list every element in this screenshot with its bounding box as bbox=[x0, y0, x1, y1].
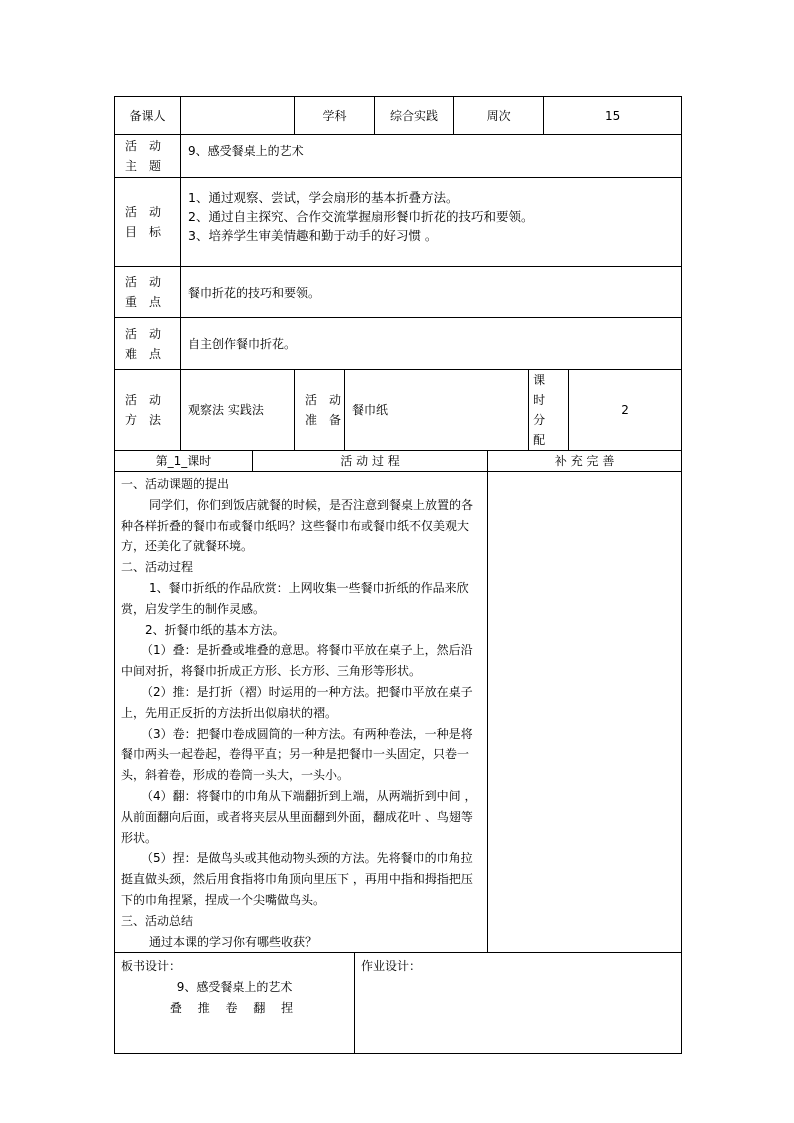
preparer-value bbox=[181, 97, 295, 135]
lesson-number: 第_1_课时 bbox=[115, 451, 253, 472]
paragraph: （5）捏：是做鸟头或其他动物头颈的方法。先将餐巾的巾角拉挺直做头颈，然后用食指将巾角顶向里压下 ，再用中指和拇指把压下的巾角捏紧，捏成一个尖嘴做鸟头。 bbox=[121, 851, 473, 907]
theme-row bbox=[115, 135, 682, 178]
process-header-row bbox=[115, 451, 682, 472]
goal-item: 3、培养学生审美情趣和勤于动手的好习惯 。 bbox=[188, 228, 438, 243]
week-label: 周次 bbox=[454, 97, 544, 135]
week-value: 15 bbox=[544, 97, 682, 135]
lesson-plan-document bbox=[114, 96, 681, 1054]
paragraph: 2、折餐巾纸的基本方法。 bbox=[145, 622, 285, 637]
key-point-value: 餐巾折花的技巧和要领。 bbox=[181, 267, 682, 318]
process-title: 活 动 过 程 bbox=[253, 451, 488, 472]
hours-label-bottom: 分 配 bbox=[533, 413, 558, 447]
key-point-label-bottom: 重 点 bbox=[125, 295, 162, 309]
key-point-label bbox=[115, 267, 181, 318]
goal-item: 2、通过自主探究、合作交流掌握扇形餐巾折花的技巧和要领。 bbox=[188, 209, 534, 224]
homework-label: 作业设计： bbox=[361, 959, 422, 974]
method-label bbox=[115, 370, 181, 451]
method-value: 观察法 实践法 bbox=[181, 370, 295, 451]
method-label-bottom: 方 法 bbox=[125, 413, 162, 427]
goals-list bbox=[181, 178, 682, 267]
board-line-actions: 叠 推 卷 翻 捏 bbox=[169, 1001, 300, 1016]
difficulty-value: 自主创作餐巾折花。 bbox=[181, 318, 682, 370]
paragraph: （3）卷：把餐巾卷成圆筒的一种方法。有两种卷法，一种是将餐巾两头一起卷起，卷得平直；另一种是把餐巾一头固定，只卷一头，斜着卷，形成的卷筒一头大，一头小。 bbox=[121, 726, 473, 783]
paragraph: （1）叠：是折叠或堆叠的意思。将餐巾平放在桌子上，然后沿中间对折，将餐巾折成正方形、长方形、三角形等形状。 bbox=[121, 643, 473, 679]
prep-value: 餐巾纸 bbox=[345, 370, 529, 451]
theme-label-bottom: 主 题 bbox=[125, 159, 162, 173]
prep-label-top: 活 动 bbox=[305, 393, 342, 407]
board-design bbox=[115, 953, 355, 1054]
lesson-plan-table bbox=[114, 96, 682, 1054]
theme-label bbox=[115, 135, 181, 178]
prep-label bbox=[295, 370, 345, 451]
subject-value: 综合实践 bbox=[375, 97, 454, 135]
preparer-label: 备课人 bbox=[115, 97, 181, 135]
process-content bbox=[115, 472, 488, 953]
paragraph: 通过本课的学习你有哪些收获？ bbox=[149, 934, 318, 949]
hours-value: 2 bbox=[569, 370, 682, 451]
difficulty-label-bottom: 难 点 bbox=[125, 346, 162, 361]
key-point-row bbox=[115, 267, 682, 318]
board-label: 板书设计： bbox=[121, 959, 182, 974]
goals-label bbox=[115, 178, 181, 267]
difficulty-label-top: 活 动 bbox=[125, 326, 162, 341]
hours-label bbox=[529, 370, 569, 451]
paragraph: （2）推：是打折（褶）时运用的一种方法。把餐巾平放在桌子上，先用正反折的方法折出似扇状的褶。 bbox=[121, 684, 473, 720]
goals-label-bottom: 目 标 bbox=[125, 225, 162, 239]
theme-label-top: 活 动 bbox=[125, 139, 162, 153]
section-title: 一、活动课题的提出 bbox=[121, 477, 230, 491]
theme-value: 9、感受餐桌上的艺术 bbox=[181, 135, 682, 178]
board-row bbox=[115, 953, 682, 1054]
paragraph: 同学们，你们到饭店就餐的时候，是否注意到餐桌上放置的各种各样折叠的餐巾布或餐巾纸吗？这些餐巾布或餐巾纸不仅美观大方，还美化了就餐环境。 bbox=[121, 497, 474, 554]
header-row bbox=[115, 97, 682, 135]
difficulty-row bbox=[115, 318, 682, 370]
section-title: 三、活动总结 bbox=[121, 913, 194, 928]
key-point-label-top: 活 动 bbox=[125, 275, 162, 289]
method-label-top: 活 动 bbox=[125, 393, 162, 407]
goals-label-top: 活 动 bbox=[125, 205, 162, 219]
board-line-title: 9、感受餐桌上的艺术 bbox=[176, 980, 293, 995]
hours-label-top: 课 时 bbox=[533, 373, 558, 407]
goal-item: 1、通过观察、尝试，学会扇形的基本折叠方法。 bbox=[188, 190, 459, 205]
prep-label-bottom: 准 备 bbox=[305, 413, 342, 427]
supplement-content bbox=[488, 472, 682, 953]
paragraph: 1、餐巾折纸的作品欣赏：上网收集一些餐巾折纸的作品来欣赏，启发学生的制作灵感。 bbox=[121, 580, 469, 616]
subject-label: 学科 bbox=[295, 97, 375, 135]
homework-design bbox=[355, 953, 682, 1054]
goals-row bbox=[115, 178, 682, 267]
difficulty-label bbox=[115, 318, 181, 370]
method-row bbox=[115, 370, 682, 451]
section-title: 二、活动过程 bbox=[121, 560, 194, 575]
paragraph: （4）翻：将餐巾的巾角从下端翻折到上端，从两端折到中间 ，从前面翻向后面，或者将夹层从里面翻到外面，翻成花叶 、鸟翅等形状。 bbox=[121, 788, 477, 845]
supplement-title: 补 充 完 善 bbox=[488, 451, 682, 472]
process-body-row bbox=[115, 472, 682, 953]
